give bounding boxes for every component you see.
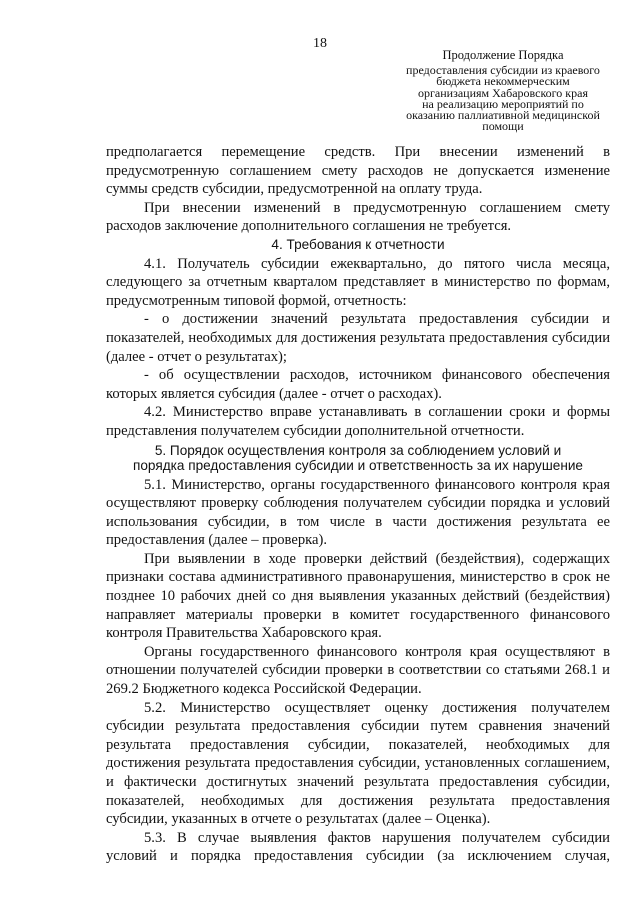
list-item: - о достижении значений результата предоставления субсидии и показателей, необходимых для достижения результата предоставления субсидии (далее - отчет о результатах); xyxy=(106,311,610,365)
document-header xyxy=(394,50,612,132)
paragraph: Органы государственного финансового контроля края осуществляют в отношении получателей субсидии проверки в соответствии со статьями 268.1 и 269.2 Бюджетного кодекса Российской Федерации. xyxy=(106,643,610,698)
header-line: помощи xyxy=(482,119,524,134)
header-line: оказанию паллиативной медицинской xyxy=(406,108,600,123)
heading-line: порядка предоставления субсидии и ответственность за их нарушение xyxy=(133,458,583,473)
paragraph: предполагается перемещение средств. При внесении изменений в предусмотренную соглашением смету расходов не допускается изменение суммы средств субсидии, предусмотренной на оплату труда. xyxy=(106,144,610,198)
header-line: организациям Хабаровского края xyxy=(418,85,588,100)
header-title: Продолжение Порядка xyxy=(442,48,564,62)
header-line: бюджета некоммерческим xyxy=(436,74,570,89)
header-line: на реализацию мероприятий по xyxy=(422,96,584,111)
document-body xyxy=(106,143,610,866)
paragraph: 4.2. Министерство вправе устанавливать в соглашении сроки и формы представления получателем субсидии дополнительной отчетности. xyxy=(106,404,610,439)
paragraph: 5.1. Министерство, органы государственного финансового контроля края осуществляют проверку соблюдения получателем субсидии порядка и условий использования субсидии, в том числе в части достижения результата ее предоставления (далее – проверка). xyxy=(106,476,610,549)
page-number: 18 xyxy=(313,36,327,51)
list-item: - об осуществлении расходов, источником финансового обеспечения которых является субсидия (далее - отчет о расходах). xyxy=(106,367,610,402)
paragraph: При выявлении в ходе проверки действий (бездействия), содержащих признаки состава административного правонарушения, министерство в срок не позднее 10 рабочих дней со дня выявления указанных действий (бездействия) направляет материалы проверки в комитет государственного финансового контроля Правительства Хабаровского края. xyxy=(106,550,610,642)
heading-line: 5. Порядок осуществления контроля за соблюдением условий и xyxy=(154,442,562,458)
paragraph: 5.3. В случае выявления фактов нарушения получателем субсидии условий и порядка предоставления субсидии (за исключением случая, xyxy=(106,829,610,865)
header-line: предоставления субсидии из краевого xyxy=(406,63,600,78)
paragraph: При внесении изменений в предусмотренную соглашением смету расходов заключение дополнительного соглашения не требуется. xyxy=(106,199,610,235)
section-heading-4: 4. Требования к отчетности xyxy=(271,236,445,252)
paragraph: 4.1. Получатель субсидии ежеквартально, до пятого числа месяца, следующего за отчетным кварталом представляет в министерство по формам, предусмотренным типовой формой, отчетность: xyxy=(106,255,610,309)
paragraph: 5.2. Министерство осуществляет оценку достижения получателем субсидии результата предоставления субсидии путем сравнения значений результата предоставления субсидии, показателей, необходимых для достижения результата предоставления субсидии, установленных соглашением, и фактически достигнутых значений результата предоставления субсидии, показателей, необходимых для достижения результата предоставления субсидии, указанных в отчете о результатах (далее – Оценка). xyxy=(106,699,610,828)
section-heading-5 xyxy=(106,443,610,474)
